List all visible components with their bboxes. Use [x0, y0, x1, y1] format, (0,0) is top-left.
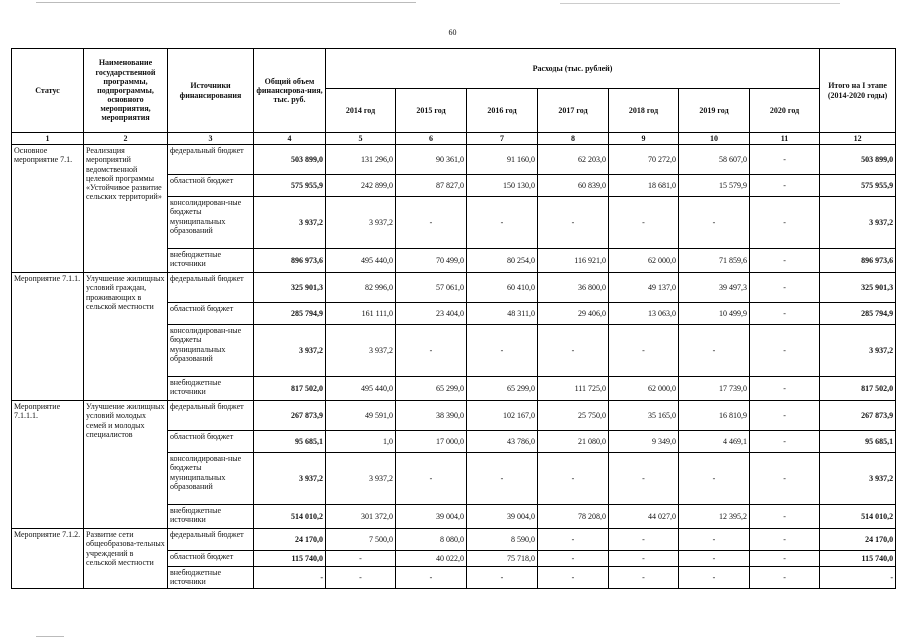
header-year: 2020 год: [750, 89, 820, 133]
year-value-cell: 131 296,0: [326, 145, 396, 175]
year-value-cell: 58 607,0: [679, 145, 750, 175]
year-value-cell: 70 272,0: [609, 145, 679, 175]
year-value-cell: 23 404,0: [396, 303, 467, 325]
total-volume-cell: 285 794,9: [254, 303, 326, 325]
year-value-cell: -: [396, 453, 467, 505]
year-value-cell: 301 372,0: [326, 505, 396, 529]
itogo-cell: 503 899,0: [820, 145, 896, 175]
year-value-cell: 242 899,0: [326, 175, 396, 197]
itogo-cell: -: [820, 567, 896, 589]
itogo-cell: 575 955,9: [820, 175, 896, 197]
column-number: 7: [467, 133, 538, 145]
year-value-cell: 39 004,0: [467, 505, 538, 529]
column-number: 1: [12, 133, 84, 145]
year-value-cell: 75 718,0: [467, 551, 538, 567]
header-year: 2016 год: [467, 89, 538, 133]
year-value-cell: 91 160,0: [467, 145, 538, 175]
year-value-cell: 15 579,9: [679, 175, 750, 197]
year-value-cell: -: [326, 567, 396, 589]
year-value-cell: -: [396, 197, 467, 249]
year-value-cell: -: [538, 551, 609, 567]
year-value-cell: 44 027,0: [609, 505, 679, 529]
year-value-cell: -: [750, 175, 820, 197]
total-volume-cell: 896 973,6: [254, 249, 326, 273]
year-value-cell: -: [679, 551, 750, 567]
total-volume-cell: 267 873,9: [254, 401, 326, 431]
year-value-cell: -: [750, 431, 820, 453]
year-value-cell: -: [750, 273, 820, 303]
year-value-cell: -: [396, 325, 467, 377]
table-row: [12, 273, 896, 303]
measure-name-cell: Улучшение жилищных условий граждан, проживающих в сельской местности: [84, 273, 168, 401]
total-volume-cell: 115 740,0: [254, 551, 326, 567]
year-value-cell: 48 311,0: [467, 303, 538, 325]
table-row: [12, 529, 896, 551]
header-year: 2018 год: [609, 89, 679, 133]
header-sources: Источники финансирования: [168, 49, 254, 133]
year-value-cell: -: [467, 567, 538, 589]
year-value-cell: 3 937,2: [326, 197, 396, 249]
table-row: [12, 145, 896, 175]
year-value-cell: 111 725,0: [538, 377, 609, 401]
year-value-cell: 49 137,0: [609, 273, 679, 303]
year-value-cell: 12 395,2: [679, 505, 750, 529]
year-value-cell: -: [467, 453, 538, 505]
measure-name-cell: Реализация мероприятий ведомственной целевой программы «Устойчивое развитие сельских территорий»: [84, 145, 168, 273]
year-value-cell: 87 827,0: [396, 175, 467, 197]
year-value-cell: 8 080,0: [396, 529, 467, 551]
year-value-cell: 1,0: [326, 431, 396, 453]
header-year: 2017 год: [538, 89, 609, 133]
year-value-cell: -: [679, 567, 750, 589]
source-cell: федеральный бюджет: [168, 529, 254, 551]
itogo-cell: 514 010,2: [820, 505, 896, 529]
year-value-cell: 60 410,0: [467, 273, 538, 303]
year-value-cell: 71 859,6: [679, 249, 750, 273]
year-value-cell: 9 349,0: [609, 431, 679, 453]
itogo-cell: 3 937,2: [820, 197, 896, 249]
year-value-cell: -: [609, 325, 679, 377]
year-value-cell: -: [467, 325, 538, 377]
source-cell: консолидирован-ные бюджеты муниципальных образований: [168, 197, 254, 249]
year-value-cell: -: [396, 567, 467, 589]
year-value-cell: 78 208,0: [538, 505, 609, 529]
column-number: 5: [326, 133, 396, 145]
year-value-cell: 13 063,0: [609, 303, 679, 325]
year-value-cell: 150 130,0: [467, 175, 538, 197]
header-year: 2019 год: [679, 89, 750, 133]
source-cell: областной бюджет: [168, 303, 254, 325]
source-cell: внебюджетные источники: [168, 505, 254, 529]
total-volume-cell: 325 901,3: [254, 273, 326, 303]
column-number: 10: [679, 133, 750, 145]
year-value-cell: -: [750, 303, 820, 325]
itogo-cell: 115 740,0: [820, 551, 896, 567]
year-value-cell: -: [538, 325, 609, 377]
year-value-cell: -: [750, 145, 820, 175]
itogo-cell: 24 170,0: [820, 529, 896, 551]
year-value-cell: 102 167,0: [467, 401, 538, 431]
source-cell: консолидирован-ные бюджеты муниципальных образований: [168, 325, 254, 377]
top-scan-line-right: [560, 3, 840, 4]
year-value-cell: 62 000,0: [609, 249, 679, 273]
year-value-cell: -: [538, 197, 609, 249]
year-value-cell: -: [538, 453, 609, 505]
year-value-cell: 495 440,0: [326, 249, 396, 273]
year-value-cell: -: [326, 551, 396, 567]
column-number: 3: [168, 133, 254, 145]
total-volume-cell: 514 010,2: [254, 505, 326, 529]
year-value-cell: -: [750, 529, 820, 551]
year-value-cell: -: [609, 197, 679, 249]
itogo-cell: 3 937,2: [820, 453, 896, 505]
year-value-cell: 161 111,0: [326, 303, 396, 325]
itogo-cell: 267 873,9: [820, 401, 896, 431]
year-value-cell: 82 996,0: [326, 273, 396, 303]
itogo-cell: 817 502,0: [820, 377, 896, 401]
status-cell: Мероприятие 7.1.1.: [12, 273, 84, 401]
year-value-cell: 3 937,2: [326, 325, 396, 377]
year-value-cell: 7 500,0: [326, 529, 396, 551]
column-number: 12: [820, 133, 896, 145]
source-cell: федеральный бюджет: [168, 273, 254, 303]
source-cell: внебюджетные источники: [168, 567, 254, 589]
year-value-cell: -: [750, 197, 820, 249]
year-value-cell: 39 497,3: [679, 273, 750, 303]
year-value-cell: 10 499,9: [679, 303, 750, 325]
column-number: 6: [396, 133, 467, 145]
year-value-cell: -: [750, 249, 820, 273]
total-volume-cell: 24 170,0: [254, 529, 326, 551]
year-value-cell: 80 254,0: [467, 249, 538, 273]
total-volume-cell: 575 955,9: [254, 175, 326, 197]
header-expenses: Расходы (тыс. рублей): [326, 49, 820, 89]
measure-name-cell: Развитие сети общеобразова-тельных учреждений в сельской местности: [84, 529, 168, 589]
source-cell: внебюджетные источники: [168, 377, 254, 401]
total-volume-cell: 3 937,2: [254, 197, 326, 249]
year-value-cell: 29 406,0: [538, 303, 609, 325]
year-value-cell: -: [750, 377, 820, 401]
year-value-cell: -: [750, 453, 820, 505]
year-value-cell: 62 203,0: [538, 145, 609, 175]
year-value-cell: -: [750, 401, 820, 431]
year-value-cell: -: [750, 567, 820, 589]
year-value-cell: 70 499,0: [396, 249, 467, 273]
header-name: Наименование государственной программы, подпрограммы, основного мероприятия, мероприятия: [84, 49, 168, 133]
column-number: 8: [538, 133, 609, 145]
year-value-cell: 116 921,0: [538, 249, 609, 273]
year-value-cell: 4 469,1: [679, 431, 750, 453]
total-volume-cell: 503 899,0: [254, 145, 326, 175]
year-value-cell: 3 937,2: [326, 453, 396, 505]
year-value-cell: 8 590,0: [467, 529, 538, 551]
column-number: 11: [750, 133, 820, 145]
year-value-cell: -: [609, 453, 679, 505]
year-value-cell: 495 440,0: [326, 377, 396, 401]
total-volume-cell: 3 937,2: [254, 453, 326, 505]
itogo-cell: 95 685,1: [820, 431, 896, 453]
year-value-cell: -: [679, 529, 750, 551]
column-number: 4: [254, 133, 326, 145]
itogo-cell: 325 901,3: [820, 273, 896, 303]
source-cell: консолидирован-ные бюджеты муниципальных образований: [168, 453, 254, 505]
year-value-cell: -: [538, 567, 609, 589]
year-value-cell: 25 750,0: [538, 401, 609, 431]
source-cell: областной бюджет: [168, 175, 254, 197]
year-value-cell: -: [679, 325, 750, 377]
financing-table: [11, 48, 896, 589]
column-number: 9: [609, 133, 679, 145]
year-value-cell: 40 022,0: [396, 551, 467, 567]
year-value-cell: 35 165,0: [609, 401, 679, 431]
total-volume-cell: 3 937,2: [254, 325, 326, 377]
status-cell: Основное мероприятие 7.1.: [12, 145, 84, 273]
source-cell: внебюджетные источники: [168, 249, 254, 273]
year-value-cell: 18 681,0: [609, 175, 679, 197]
column-number: 2: [84, 133, 168, 145]
year-value-cell: 17 000,0: [396, 431, 467, 453]
header-status: Статус: [12, 49, 84, 133]
total-volume-cell: 817 502,0: [254, 377, 326, 401]
status-cell: Мероприятие 7.1.1.1.: [12, 401, 84, 529]
year-value-cell: 21 080,0: [538, 431, 609, 453]
itogo-cell: 896 973,6: [820, 249, 896, 273]
year-value-cell: 43 786,0: [467, 431, 538, 453]
year-value-cell: -: [679, 197, 750, 249]
year-value-cell: -: [538, 529, 609, 551]
year-value-cell: -: [609, 567, 679, 589]
year-value-cell: -: [609, 551, 679, 567]
total-volume-cell: -: [254, 567, 326, 589]
header-year: 2015 год: [396, 89, 467, 133]
status-cell: Мероприятие 7.1.2.: [12, 529, 84, 589]
source-cell: областной бюджет: [168, 551, 254, 567]
year-value-cell: -: [750, 325, 820, 377]
year-value-cell: 16 810,9: [679, 401, 750, 431]
year-value-cell: -: [679, 453, 750, 505]
year-value-cell: 49 591,0: [326, 401, 396, 431]
year-value-cell: -: [750, 505, 820, 529]
table-row: [12, 401, 896, 431]
page-number: 60: [448, 28, 457, 37]
year-value-cell: 17 739,0: [679, 377, 750, 401]
source-cell: областной бюджет: [168, 431, 254, 453]
year-value-cell: 60 839,0: [538, 175, 609, 197]
itogo-cell: 285 794,9: [820, 303, 896, 325]
year-value-cell: -: [467, 197, 538, 249]
year-value-cell: -: [750, 551, 820, 567]
year-value-cell: 38 390,0: [396, 401, 467, 431]
header-itogo: Итого на I этапе (2014-2020 годы): [820, 49, 896, 133]
year-value-cell: 65 299,0: [396, 377, 467, 401]
year-value-cell: 62 000,0: [609, 377, 679, 401]
header-total-volume: Общий объем финансирова-ния, тыс. руб.: [254, 49, 326, 133]
total-volume-cell: 95 685,1: [254, 431, 326, 453]
year-value-cell: 90 361,0: [396, 145, 467, 175]
itogo-cell: 3 937,2: [820, 325, 896, 377]
year-value-cell: 57 061,0: [396, 273, 467, 303]
year-value-cell: 65 299,0: [467, 377, 538, 401]
year-value-cell: 39 004,0: [396, 505, 467, 529]
year-value-cell: -: [609, 529, 679, 551]
header-year: 2014 год: [326, 89, 396, 133]
year-value-cell: 36 800,0: [538, 273, 609, 303]
measure-name-cell: Улучшение жилищных условий молодых семей и молодых специалистов: [84, 401, 168, 529]
source-cell: федеральный бюджет: [168, 145, 254, 175]
top-scan-line: [36, 2, 416, 3]
source-cell: федеральный бюджет: [168, 401, 254, 431]
bottom-scan-line: [36, 636, 64, 637]
